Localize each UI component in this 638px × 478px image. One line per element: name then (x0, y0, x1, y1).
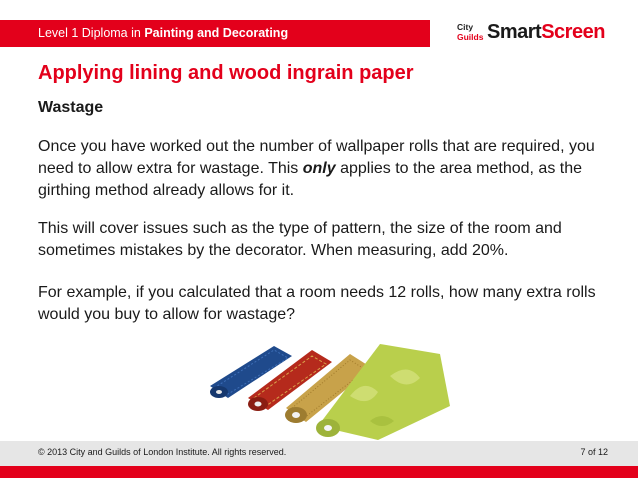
paragraph-wastage-reasons: This will cover issues such as the type of pattern, the size of the room and sometimes mistakes by the decorator. When measuring, add 20%. (38, 220, 562, 259)
course-name: Painting and Decorating (144, 26, 289, 40)
wallpaper-rolls-image (200, 336, 460, 444)
slide-subheading: Wastage (38, 99, 104, 116)
paragraph-example-question: For example, if you calculated that a room needs 12 rolls, how many extra rolls would you buy to allow for wastage? (38, 284, 596, 323)
emphasis-only: only (302, 160, 336, 177)
bottom-red-band (0, 466, 638, 478)
copyright-text: © 2013 City and Guilds of London Institute. All rights reserved. (38, 447, 287, 457)
slide-title: Applying lining and wood ingrain paper (38, 62, 414, 84)
course-label: Level 1 Diploma in Painting and Decorating (38, 26, 289, 40)
smartscreen-logo (457, 21, 627, 45)
page-number: 7 of 12 (580, 447, 608, 457)
smartscreen-wordmark: SmartScreen (487, 21, 605, 43)
city-guilds-logo: City Guilds (457, 22, 484, 42)
paragraph-wastage-intro: Once you have worked out the number of wallpaper rolls that are required, you need to allow extra for wastage. This only applies to the area method, as the girthing method already allows for it. (38, 138, 595, 199)
